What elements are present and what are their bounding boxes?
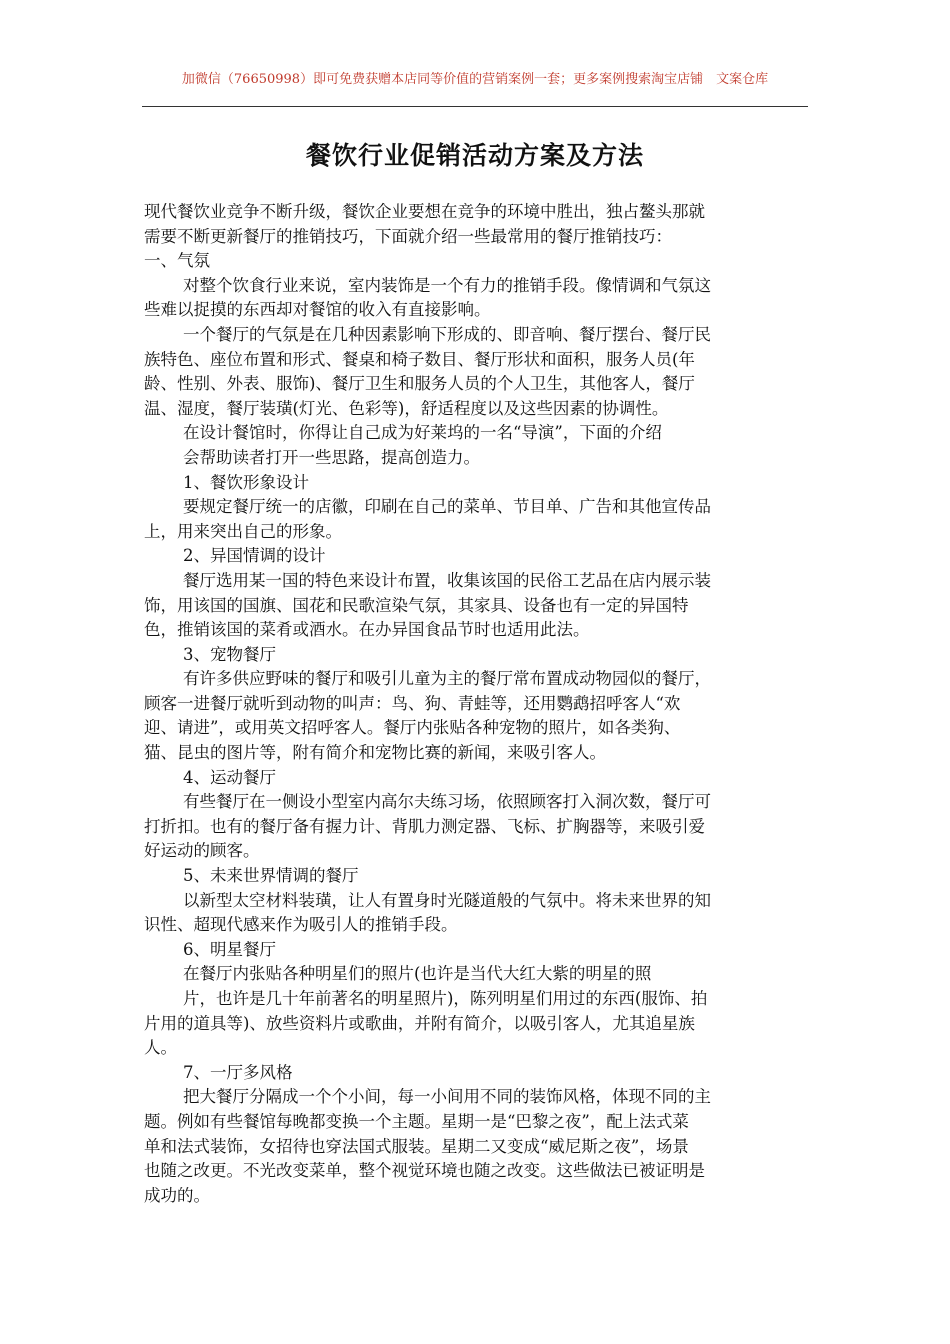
body-line: 一、气氛: [144, 251, 210, 271]
header-divider: [142, 106, 808, 107]
body-line: 温、湿度，餐厅装璜(灯光、色彩等)，舒适程度以及这些因素的协调性。: [144, 398, 669, 418]
body-line: 2、异国情调的设计: [183, 546, 326, 566]
body-line: 成功的。: [144, 1185, 210, 1205]
body-line: 在设计餐馆时，你得让自己成为好莱坞的一名“导演”，下面的介绍: [183, 423, 662, 443]
body-line: 4、运动餐厅: [183, 767, 276, 787]
body-line: 色，推销该国的菜肴或酒水。在办异国食品节时也适用此法。: [144, 620, 590, 640]
body-line: 需要不断更新餐厅的推销技巧，下面就介绍一些最常用的餐厅推销技巧：: [144, 226, 672, 246]
body-line: 上，用来突出自己的形象。: [144, 521, 342, 541]
body-line: 饰，用该国的国旗、国花和民歌渲染气氛，其家具、设备也有一定的异国特: [144, 595, 689, 615]
body-line: 对整个饮食行业来说，室内装饰是一个有力的推销手段。像情调和气氛这: [183, 275, 711, 295]
body-line: 以新型太空材料装璜，让人有置身时光隧道般的气氛中。将未来世界的知: [183, 890, 711, 910]
body-line: 迎、请进”，或用英文招呼客人。餐厅内张贴各种宠物的照片，如各类狗、: [144, 718, 681, 738]
body-line: 在餐厅内张贴各种明星们的照片(也许是当代大红大紫的明星的照: [183, 964, 652, 984]
body-line: 3、宠物餐厅: [183, 644, 276, 664]
body-line: 好运动的顾客。: [144, 841, 260, 861]
body-line: 族特色、座位布置和形式、餐桌和椅子数目、餐厅形状和面积，服务人员(年: [144, 349, 695, 369]
body-line: 人。: [144, 1038, 177, 1058]
body-line: 把大餐厅分隔成一个个小间，每一小间用不同的装饰风格，体现不同的主: [183, 1087, 711, 1107]
body-line: 6、明星餐厅: [183, 939, 276, 959]
body-line: 有些餐厅在一侧设小型室内高尔夫练习场，依照顾客打入洞次数，餐厅可: [183, 792, 711, 812]
body-line: 现代餐饮业竞争不断升级，餐饮企业要想在竞争的环境中胜出，独占鳌头那就: [144, 202, 705, 221]
body-line: 也随之改更。不光改变菜单，整个视觉环境也随之改变。这些做法已被证明是: [144, 1161, 705, 1181]
body-line: 有许多供应野味的餐厅和吸引儿童为主的餐厅常布置成动物园似的餐厅，: [183, 669, 711, 689]
body-line: 单和法式装饰，女招待也穿法国式服装。星期二又变成“威尼斯之夜”，场景: [144, 1136, 689, 1156]
header-promo-note: 加微信（76650998）即可免费获赠本店同等价值的营销案例一套；更多案例搜索淘宝店铺 文案仓库: [181, 72, 769, 87]
body-line: 片，也许是几十年前著名的明星照片)，陈列明星们用过的东西(服饰、拍: [183, 989, 708, 1008]
body-line: 会帮助读者打开一些思路，提高创造力。: [183, 447, 480, 467]
body-line: 1、餐饮形象设计: [183, 472, 309, 492]
body-line: 片用的道具等)、放些资料片或歌曲，并附有简介，以吸引客人，尤其追星族: [144, 1013, 695, 1033]
body-line: 猫、昆虫的图片等，附有简介和宠物比赛的新闻，来吸引客人。: [144, 743, 606, 763]
body-line: 餐厅选用某一国的特色来设计布置，收集该国的民俗工艺品在店内展示装: [183, 570, 711, 590]
body-line: 识性、超现代感来作为吸引人的推销手段。: [144, 915, 458, 935]
document-title: 餐饮行业促销活动方案及方法: [305, 141, 644, 170]
body-line: 些难以捉摸的东西却对餐馆的收入有直接影响。: [144, 300, 491, 320]
body-line: 5、未来世界情调的餐厅: [183, 866, 359, 886]
body-line: 题。例如有些餐馆每晚都变换一个主题。星期一是“巴黎之夜”，配上法式菜: [144, 1111, 689, 1131]
body-line: 要规定餐厅统一的店徽，印刷在自己的菜单、节目单、广告和其他宣传品: [183, 497, 711, 517]
document-body: [144, 200, 798, 1208]
body-line: 龄、性别、外表、服饰)、餐厅卫生和服务人员的个人卫生，其他客人，餐厅: [144, 374, 695, 394]
body-line: 7、一厅多风格: [183, 1062, 293, 1082]
body-line: 打折扣。也有的餐厅备有握力计、背肌力测定器、飞标、扩胸器等，来吸引爱: [144, 816, 705, 836]
body-line: 顾客一进餐厅就听到动物的叫声：鸟、狗、青蛙等，还用鹦鹉招呼客人“欢: [144, 693, 681, 713]
body-line: 一个餐厅的气氛是在几种因素影响下形成的、即音响、餐厅摆台、餐厅民: [183, 324, 711, 344]
